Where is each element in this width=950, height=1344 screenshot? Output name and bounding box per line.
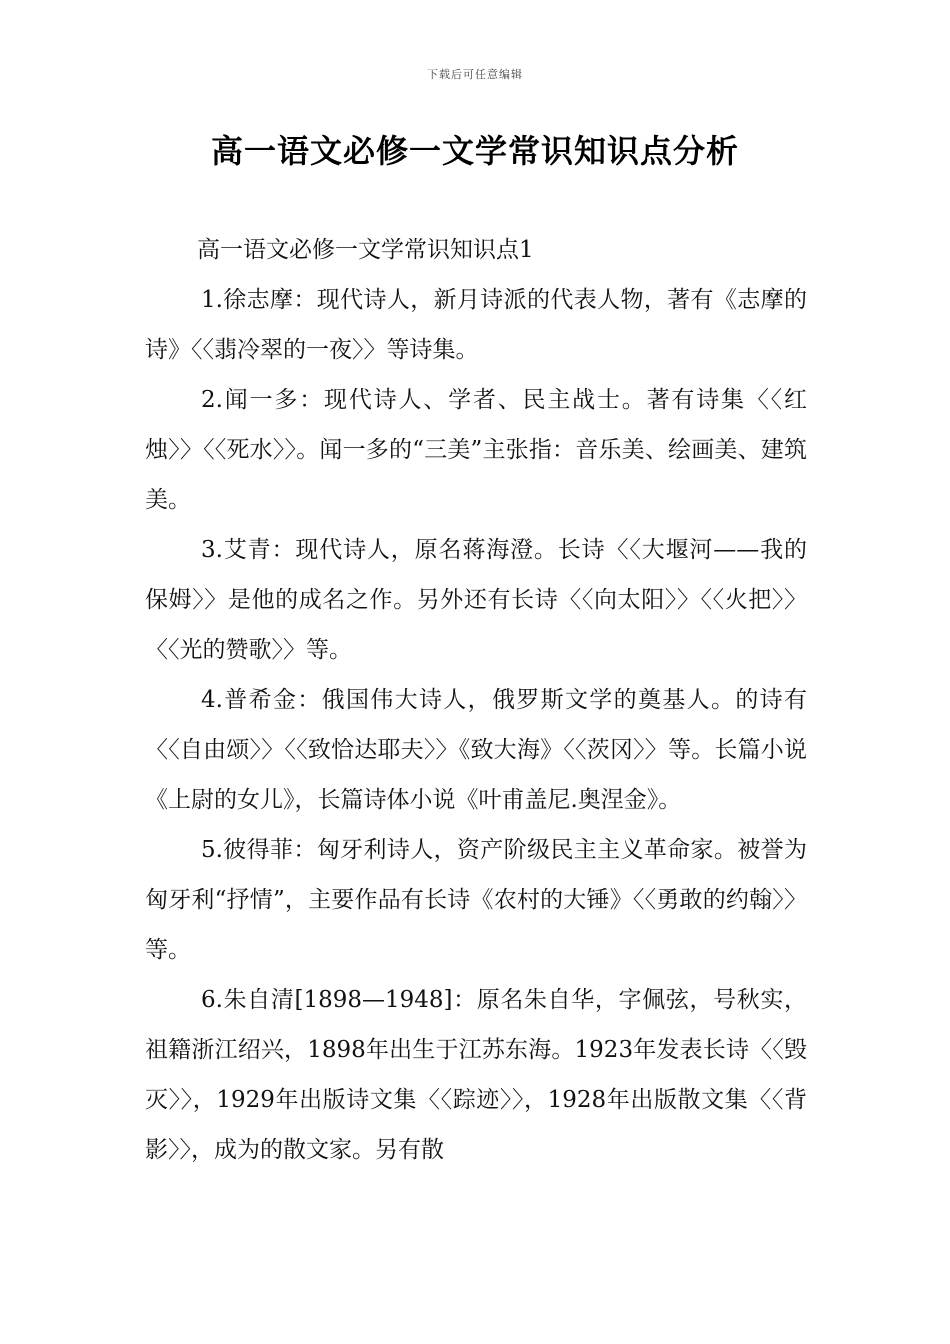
- section-heading: 高一语文必修一文学常识知识点1: [197, 237, 534, 263]
- paragraph-xu-zhimo: 1.徐志摩：现代诗人，新月诗派的代表人物，著有《志摩的诗》〈〈翡冷翠的一夜〉〉等诗集。: [145, 287, 807, 363]
- header-note: 下载后可任意编辑: [427, 68, 523, 81]
- paragraph-pushkin: 4.普希金：俄国伟大诗人，俄罗斯文学的奠基人。的诗有〈〈自由颂〉〉〈〈致恰达耶夫〉〉《致大海》〈〈茨冈〉〉等。长篇小说《上尉的女儿》，长篇诗体小说《叶甫盖尼.奥涅金》。: [145, 687, 807, 813]
- paragraph-ai-qing: 3.艾青：现代诗人，原名蒋海澄。长诗〈〈大堰河——我的保姆〉〉是他的成名之作。另外还有长诗〈〈向太阳〉〉〈〈火把〉〉〈〈光的赞歌〉〉等。: [145, 537, 807, 663]
- document-body: [145, 225, 807, 1175]
- paragraph-petofi: 5.彼得菲：匈牙利诗人，资产阶级民主主义革命家。被誉为匈牙利“抒情”，主要作品有长诗《农村的大锤》〈〈勇敢的约翰〉〉等。: [145, 837, 807, 963]
- paragraph-wen-yiduo: 2.闻一多：现代诗人、学者、民主战士。著有诗集〈〈红烛〉〉〈〈死水〉〉。闻一多的“三美”主张指：音乐美、绘画美、建筑美。: [145, 387, 807, 513]
- paragraph-zhu-ziqing: 6.朱自清[1898—1948]：原名朱自华，字佩弦，号秋实，祖籍浙江绍兴，1898年出生于江苏东海。1923年发表长诗〈〈毁灭〉〉，1929年出版诗文集〈〈踪迹〉〉，1928年出版散文集〈〈背影〉〉，成为的散文家。另有散: [145, 987, 807, 1163]
- document-title: 高一语文必修一文学常识知识点分析: [210, 132, 739, 170]
